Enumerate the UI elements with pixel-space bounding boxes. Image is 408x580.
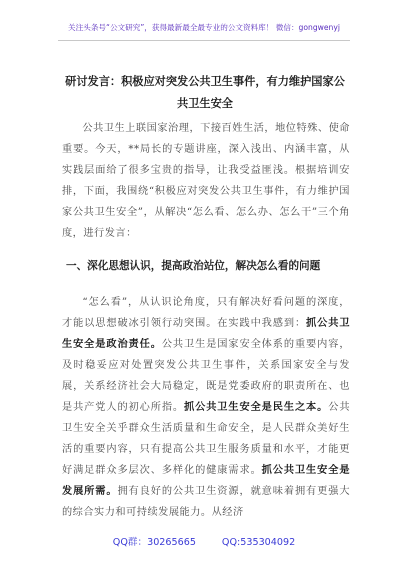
emphasis-phrase: 抓公共卫生安全是民生之本。 xyxy=(184,401,329,413)
section-heading-1: 一、深化思想认识，提高政治站位，解决怎么看的问题 xyxy=(66,260,321,272)
section1-text xyxy=(62,292,350,523)
body-text-segment: “怎么看”，从认识论角度，只有解决好看问题的深度，才能以思想破冰引领行动突围。在实践中我感到： xyxy=(62,297,350,329)
header-divider xyxy=(58,40,350,41)
footer-contact xyxy=(40,534,368,548)
emphasis-phrase: 抓公共卫生安全是发展所需。 xyxy=(62,464,351,497)
intro-paragraph xyxy=(62,118,350,244)
section1-paragraph xyxy=(62,292,350,523)
footer-qq-group: QQ群：30265665 xyxy=(112,537,196,548)
body-text-segment: 公共卫生安全关乎群众生活质量和生命安全，是人民群众美好生活的重要内容，只有提高公共卫生服务质量和水平，才能更好满足群众多层次、多样化的健康需求。 xyxy=(62,402,351,476)
emphasis-phrase: 抓公共卫生安全是政治责任。 xyxy=(62,317,351,350)
document-title: 研讨发言：积极应对突发公共卫生事件，有力维护国家公共卫生安全 xyxy=(65,74,345,110)
footer-qq: QQ:535304092 xyxy=(221,537,296,548)
body-text-segment: 拥有良好的公共卫生资源，就意味着拥有更强大的综合实力和可持续发展能力。从经济 xyxy=(62,486,351,518)
body-text-segment: 公共卫生是国家安全体系的重要内容，及时稳妥应对处置突发公共卫生事件，关系国家安全与发展，关系经济社会大局稳定，既是党委政府的职责所在、也是共产党人的初心所指。 xyxy=(62,339,351,413)
header-banner: 关注头条号“公文研究”，获得最新最全最专业的公文资料库！ 微信：gongwenyj xyxy=(68,23,340,32)
intro-text: 公共卫生上联国家治理，下接百姓生活，地位特殊、使命重要。今天，**局长的专题讲座，深入浅出、内涵丰富，从实践层面给了很多宝贵的指导，让我受益匪浅。根据培训安排，下面，我围绕“积极应对突发公共卫生事件，有力维护国家公共卫生安全”，从解决“怎么看、怎么办、怎么干”三个角度，进行发言： xyxy=(62,123,350,239)
